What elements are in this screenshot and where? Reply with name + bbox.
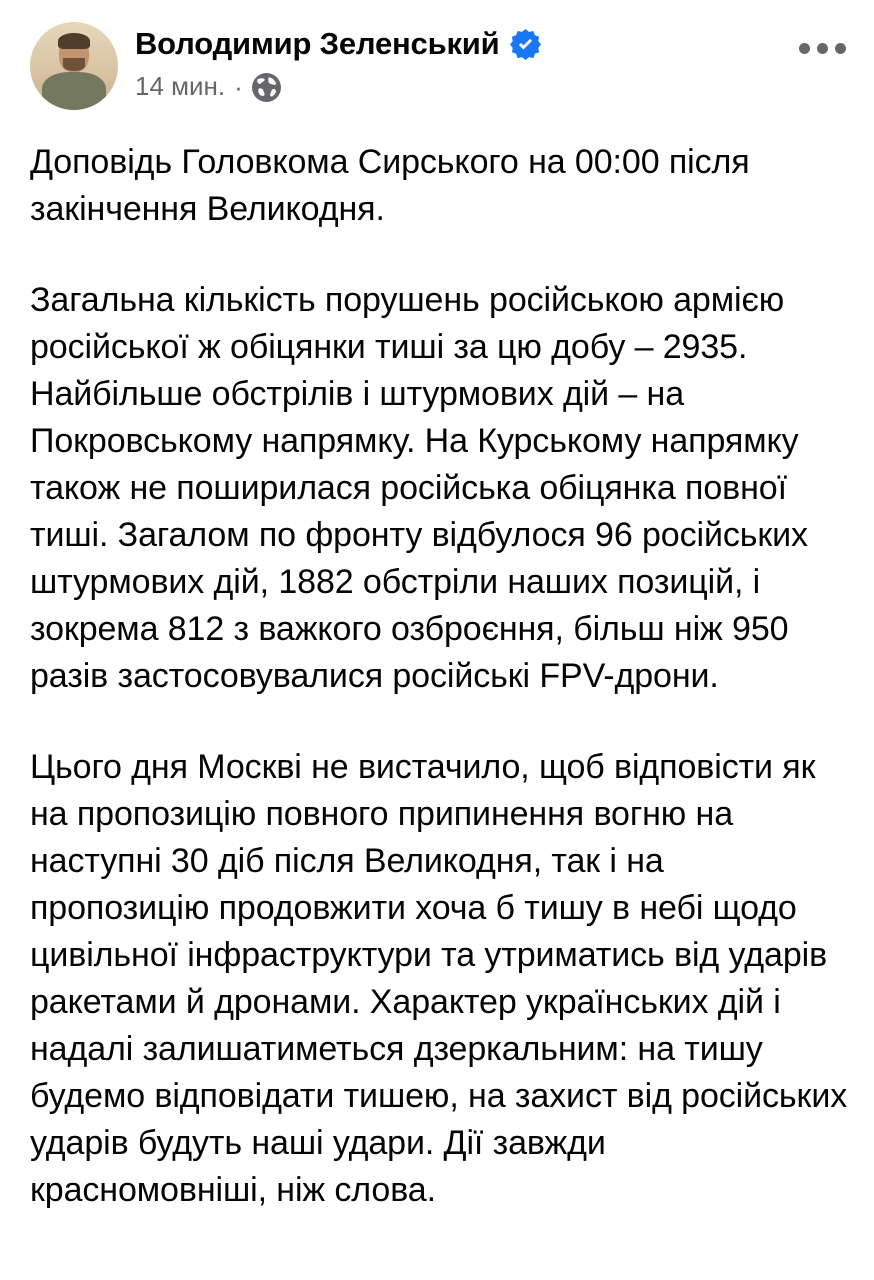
post-paragraph: Доповідь Головкома Сирського на 00:00 після закінчення Великодня. — [30, 143, 750, 228]
post-paragraph: Цього дня Москві не вистачило, щоб відповісти як на пропозицію повного припинення вогню на наступні 30 діб після Великодня, так і на пропозицію продовжити хоча б тишу в небі щодо цивільної інфраструктури та утриматись від ударів ракетами й дронами. Характер українських дій і надалі залишатиметься дзеркальним: на тишу будемо відповідати тишею, на захист від російських ударів будуть наші удари. Дії завжди красномовніші, ніж слова. — [30, 748, 848, 1209]
timestamp-link[interactable]: 14 мин. — [135, 71, 226, 101]
post-header — [0, 0, 874, 110]
avatar-hair — [58, 33, 90, 49]
post-body — [0, 139, 874, 1214]
name-row — [135, 26, 541, 62]
avatar-shirt — [42, 72, 106, 110]
avatar[interactable] — [30, 22, 118, 110]
avatar-beard — [63, 58, 85, 71]
post-paragraph: Загальна кількість порушень російською армією російської ж обіцянки тиші за цю добу – 2935. Найбільше обстрілів і штурмових дій – на Покровському напрямку. На Курському напрямку також не поширилася російська обіцянка повної тиші. Загалом по фронту відбулося 96 російських штурмових дій, 1882 обстріли наших позицій, і зокрема 812 з важкого озброєння, більш ніж 950 разів застосовувалися російські FPV-дрони. — [30, 281, 808, 695]
public-globe-icon — [252, 73, 281, 102]
verified-badge-icon — [510, 29, 541, 60]
more-options-button[interactable] — [790, 30, 854, 66]
profile-name-link[interactable]: Володимир Зеленський — [135, 26, 500, 61]
header-info — [135, 22, 541, 102]
post-meta — [135, 71, 541, 102]
more-options-icon — [799, 43, 810, 54]
meta-separator: · — [234, 71, 243, 102]
